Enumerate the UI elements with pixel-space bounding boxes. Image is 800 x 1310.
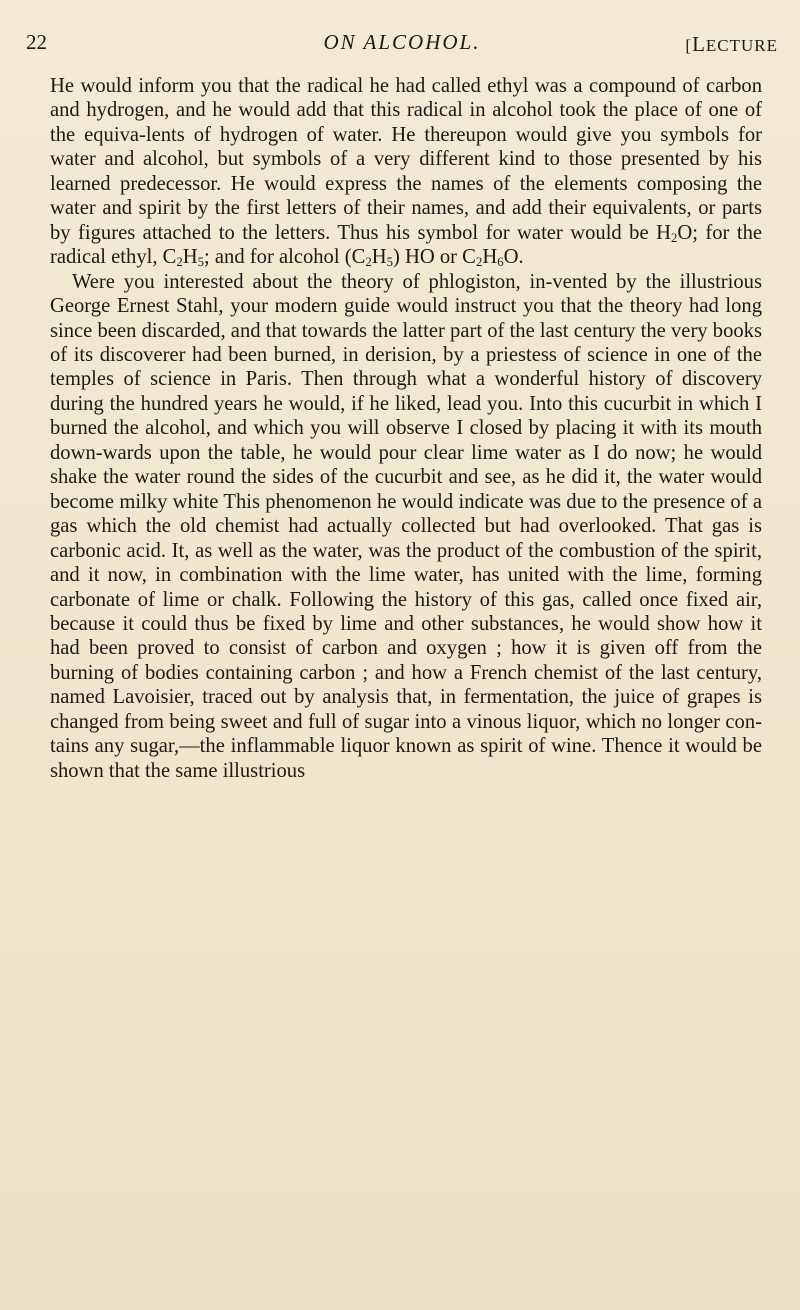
subscript: 5 — [386, 255, 393, 270]
page-number: 22 — [26, 30, 47, 54]
text-run: O. — [503, 246, 524, 269]
page-header — [26, 30, 778, 58]
text-run: ; and for alcohol (C — [204, 246, 366, 269]
section-label-bracket: [ — [685, 36, 693, 55]
paragraph-phlogiston: Were you interested about the theory of phlogiston, in-vented by the illustrious George Ernest Stahl, your modern guide would instruct you that the theory had long since been discarded, and that towards the latter part of the last century the very books of its discoverer had been burned, in derision, by a priestess of science in one of the temples of science in Paris. Then through what a wonderful history of discovery during the hundred years he would, if he liked, lead you. Into this cucurbit in which I burned the alcohol, and which you will observe I closed by placing it with its mouth down-wards upon the table, he would pour clear lime water as I do now; he would shake the water round the sides of the cucurbit and see, as he did it, the water would become milky white This phenomenon he would indicate was due to the presence of a gas which the old chemist had actually collected but had overlooked. That gas is carbonic acid. It, as well as the water, was the product of the combustion of the spirit, and it now, in combination with the lime water, has united with the lime, forming carbonate of lime or chalk. Following the history of this gas, called once fixed air, because it could thus be fixed by lime and other substances, he would show how it had been proved to consist of carbon and oxygen ; how it is given off from the burning of bodies containing carbon ; and how a French chemist of the last century, named Lavoisier, traced out by analysis that, in fermentation, the juice of grapes is changed from being sweet and full of sugar into a vinous liquor, which no longer con-tains any sugar,—the inflammable liquor known as spirit of wine. Thence it would be shown that the same illustrious — [50, 270, 762, 782]
subscript: 2 — [176, 255, 183, 270]
text-run: H — [482, 246, 498, 269]
subscript: 2 — [670, 230, 678, 245]
text-run: He would inform you that the radical he had called ethyl was a compound of carbon and hydrogen, and he would add that this radical in alcohol took the place of one of the equiva-lents of hydrogen of water. He thereupon would give you symbols for water and alcohol, but symbols of a very different kind to those presented by his learned predecessor. He would express the names of the elements composing the water and spirit by the first letters of their names, and add their equivalents, or parts by figures attached to the letters. Thus his symbol for water would be H — [50, 75, 762, 244]
text-run: H — [371, 246, 387, 269]
section-label-rest: ECTURE — [705, 36, 778, 55]
text-run: ) HO or C — [392, 246, 476, 269]
subscript: 5 — [197, 255, 205, 270]
subscript: 2 — [475, 255, 483, 270]
text-run: H — [182, 246, 198, 269]
text-run: O; for the radical ethyl, C — [50, 221, 763, 269]
body-text — [50, 74, 762, 783]
section-label-initial: L — [692, 32, 706, 56]
section-label — [685, 32, 778, 57]
running-title: ON ALCOHOL. — [323, 30, 481, 54]
subscript: 6 — [497, 255, 504, 270]
subscript: 2 — [365, 255, 372, 270]
paragraph-symbols — [50, 74, 762, 270]
